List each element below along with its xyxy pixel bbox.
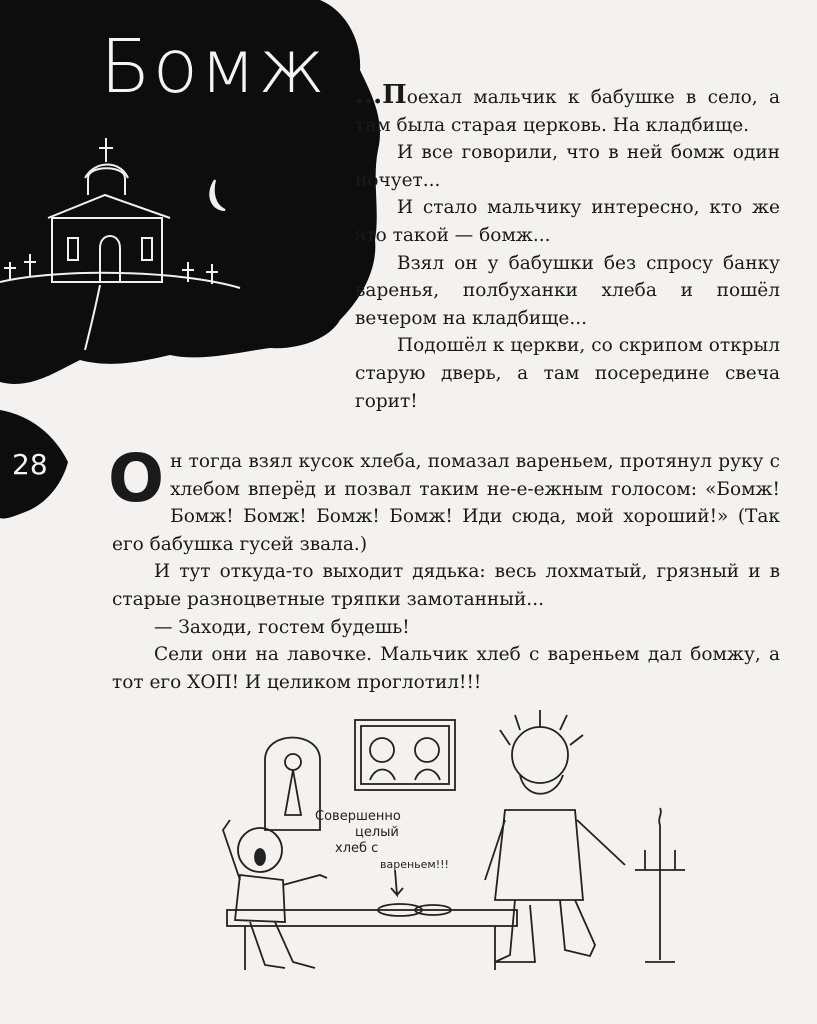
sketch-illustration	[205, 700, 695, 1000]
drop-cap: О	[108, 440, 165, 517]
paragraph-1-text: оехал мальчик к бабушке в село, а там была старая церковь. На кладбище.	[355, 87, 780, 136]
paragraph-6	[108, 440, 780, 558]
paragraph-6-text: н тогда взял кусок хлеба, помазал вареньем, протянул руку с хлебом вперёд и позвал таким не-е-ежным голосом: «Бомж! Бомж! Бомж! Бомж! Бомж! Иди сюда, мой хороший!» (Так его бабушка гусей звала.)	[112, 451, 780, 555]
bench	[227, 910, 517, 926]
intro-ellipsis: ...	[355, 80, 383, 110]
icon-frame	[265, 738, 320, 831]
paragraph-3: И стало мальчику интересно, кто же это такой — бомж...	[355, 197, 780, 246]
intro-lead-letter: П	[382, 80, 407, 110]
story-text-bottom	[108, 440, 780, 696]
caption-line-1: Совершенно	[315, 809, 401, 824]
page-title: Бомж	[100, 24, 328, 110]
caption-line-3: хлеб с	[335, 841, 379, 856]
paragraph-4: Взял он у бабушки без спросу банку варенья, полбуханки хлеба и пошёл вечером на кладбище...	[355, 252, 780, 329]
paragraph-8: — Заходи, гостем будешь!	[154, 616, 410, 638]
paragraph-1	[355, 82, 780, 139]
man-head	[512, 727, 568, 783]
story-text-top	[355, 82, 780, 415]
caption-line-4: вареньем!!!	[380, 858, 449, 871]
paragraph-5: Подошёл к церкви, со скрипом открыл старую дверь, а там посередине свеча горит!	[355, 335, 780, 412]
caption-line-2: целый	[355, 825, 399, 840]
page-number: 28	[12, 448, 48, 481]
paragraph-7: И тут откуда-то выходит дядька: весь лохматый, грязный и в старые разноцветные тряпки замотанный...	[112, 561, 780, 610]
paragraph-2: И все говорили, что в ней бомж один ночует...	[355, 142, 780, 191]
paragraph-9: Сели они на лавочке. Мальчик хлеб с вареньем дал бомжу, а тот его ХОП! И целиком проглотил!!!	[112, 644, 780, 693]
